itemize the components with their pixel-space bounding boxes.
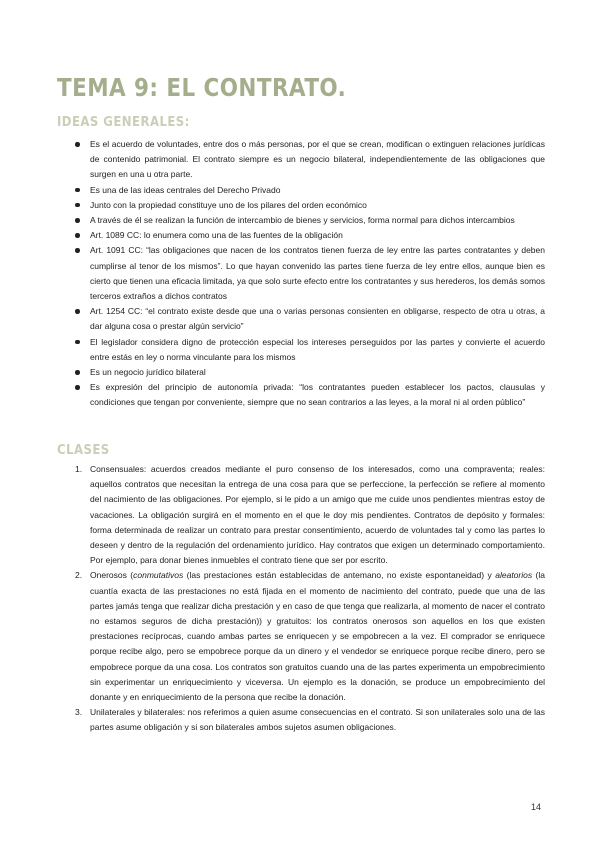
list-item	[75, 462, 545, 568]
list-item-text: Consensuales: acuerdos creados mediante el puro consenso de los interesados, como una compraventa; reales: aquellos contratos que necesitan la entrega de una cosa para que se perfeccione, la perfección se refiere al momento del nacimiento de las obligaciones. Por ejemplo, si le pido a un amigo que me cuide unos pendientes mientras estoy de vacaciones. La obligación surgirá en el momento en el que le doy mis pendientes. Contratos de depósito y formales: forma determinada de realizar un contrato para prestar consentimiento, acuerdo de voluntades tal y como las partes lo deseen y dentro de la regulación del ordenamiento jurídico. Hay contratos que exigen un determinado comportamiento. Por ejemplo, para donar bienes inmuebles el contrato tiene que ser por escrito.	[90, 464, 545, 566]
page-title: TEMA 9: EL CONTRATO.	[57, 73, 347, 102]
list-item: A través de él se realizan la función de intercambio de bienes y servicios, forma normal para dichos intercambios	[90, 213, 545, 228]
list-item	[75, 705, 545, 735]
list-item: Art. 1089 CC: lo enumera como una de las fuentes de la obligación	[90, 228, 545, 243]
section-heading-clases: CLASES	[57, 443, 110, 458]
list-item: Es el acuerdo de voluntades, entre dos o más personas, por el que se crean, modifican o extinguen relaciones jurídicas de contenido patrimonial. El contrato siempre es un negocio bilateral, independientemente de las obligaciones que surgen en una u otra parte.	[90, 137, 545, 183]
bullet-icon	[75, 142, 80, 147]
bullet-icon	[75, 370, 80, 375]
bullet-icon	[75, 188, 80, 193]
bullet-icon	[75, 248, 80, 253]
list-number: 2.	[75, 570, 83, 581]
bullet-icon	[75, 233, 80, 238]
list-item: El legislador considera digno de protección especial los intereses perseguidos por las partes y convierte el acuerdo entre estás en ley o norma vinculante para los mismos	[90, 335, 545, 365]
bullet-icon	[75, 203, 80, 208]
list-number: 1.	[75, 464, 83, 474]
bullet-icon	[75, 385, 80, 390]
list-number: 3.	[75, 707, 83, 718]
list-item: Es un negocio jurídico bilateral	[90, 365, 545, 380]
page-number: 14	[531, 802, 542, 812]
ideas-generales-list	[90, 137, 545, 411]
bullet-icon	[75, 218, 80, 223]
list-item-text: Unilaterales y bilaterales: nos referimos a quien asume consecuencias en el contrato. Si son unilaterales solo una de las partes asume obligación y si son bilaterales ambos sujetos asumen obligaciones.	[90, 707, 545, 733]
list-item: Art. 1254 CC: “el contrato existe desde que una o varias personas consienten en obligarse, respecto de otra u otras, a dar alguna cosa o prestar algún servicio”	[90, 304, 545, 334]
list-item-text: Onerosos (conmutativos (las prestaciones están establecidas de antemano, no existe espontaneidad) y aleatorios (la cuantía exacta de las prestaciones no está fijada en el momento de nacimiento del contrato, puede que una de las partes jamás tenga que realizar dicha prestación y en caso de que tenga que realizarla, al momento de nacer el contrato no estamos seguros de dicha prestación)) y gratuitos: los contratos onerosos son aquellos en los que existen prestaciones recíprocas, cuando ambas partes se enriquecen y se empobrecen a la vez. El comprador se enriquece porque recibe algo, pero se empobrece porque da un dinero y el vendedor se enriquece porque recibe dinero, pero se empobrece porque da una cosa. Los contratos son gratuitos cuando una de las partes experimenta un empobrecimiento sin experimentar un enriquecimiento y viceversa. Un ejemplo es la donación, se produce un empobrecimiento del donante y en enriquecimiento de la persona que recibe la donación.	[90, 570, 546, 703]
list-item: Es expresión del principio de autonomía privada: “los contratantes pueden establecer los pactos, clausulas y condiciones que tengan por conveniente, siempre que no sean contrarios a las leyes, a la moral ni al orden público”	[90, 380, 545, 410]
bullet-icon	[75, 309, 80, 314]
clases-list	[75, 462, 546, 736]
list-item: Es una de las ideas centrales del Derecho Privado	[90, 183, 545, 198]
section-heading-ideas-generales: IDEAS GENERALES:	[57, 115, 190, 130]
list-item: Junto con la propiedad constituye uno de los pilares del orden económico	[90, 198, 545, 213]
bullet-icon	[75, 340, 80, 345]
list-item: Art. 1091 CC: “las obligaciones que nacen de los contratos tienen fuerza de ley entre las partes contratantes y deben cumplirse al tenor de los mismos”. Lo que hayan convenido las partes tiene fuerza de ley entre ellos, aunque bien es cierto que tienen una eficacia limitada, ya que solo surte efecto entre los contratantes y sus herederos, los demás somos terceros extraños a dichos contratos	[90, 243, 545, 304]
list-item	[75, 568, 546, 705]
